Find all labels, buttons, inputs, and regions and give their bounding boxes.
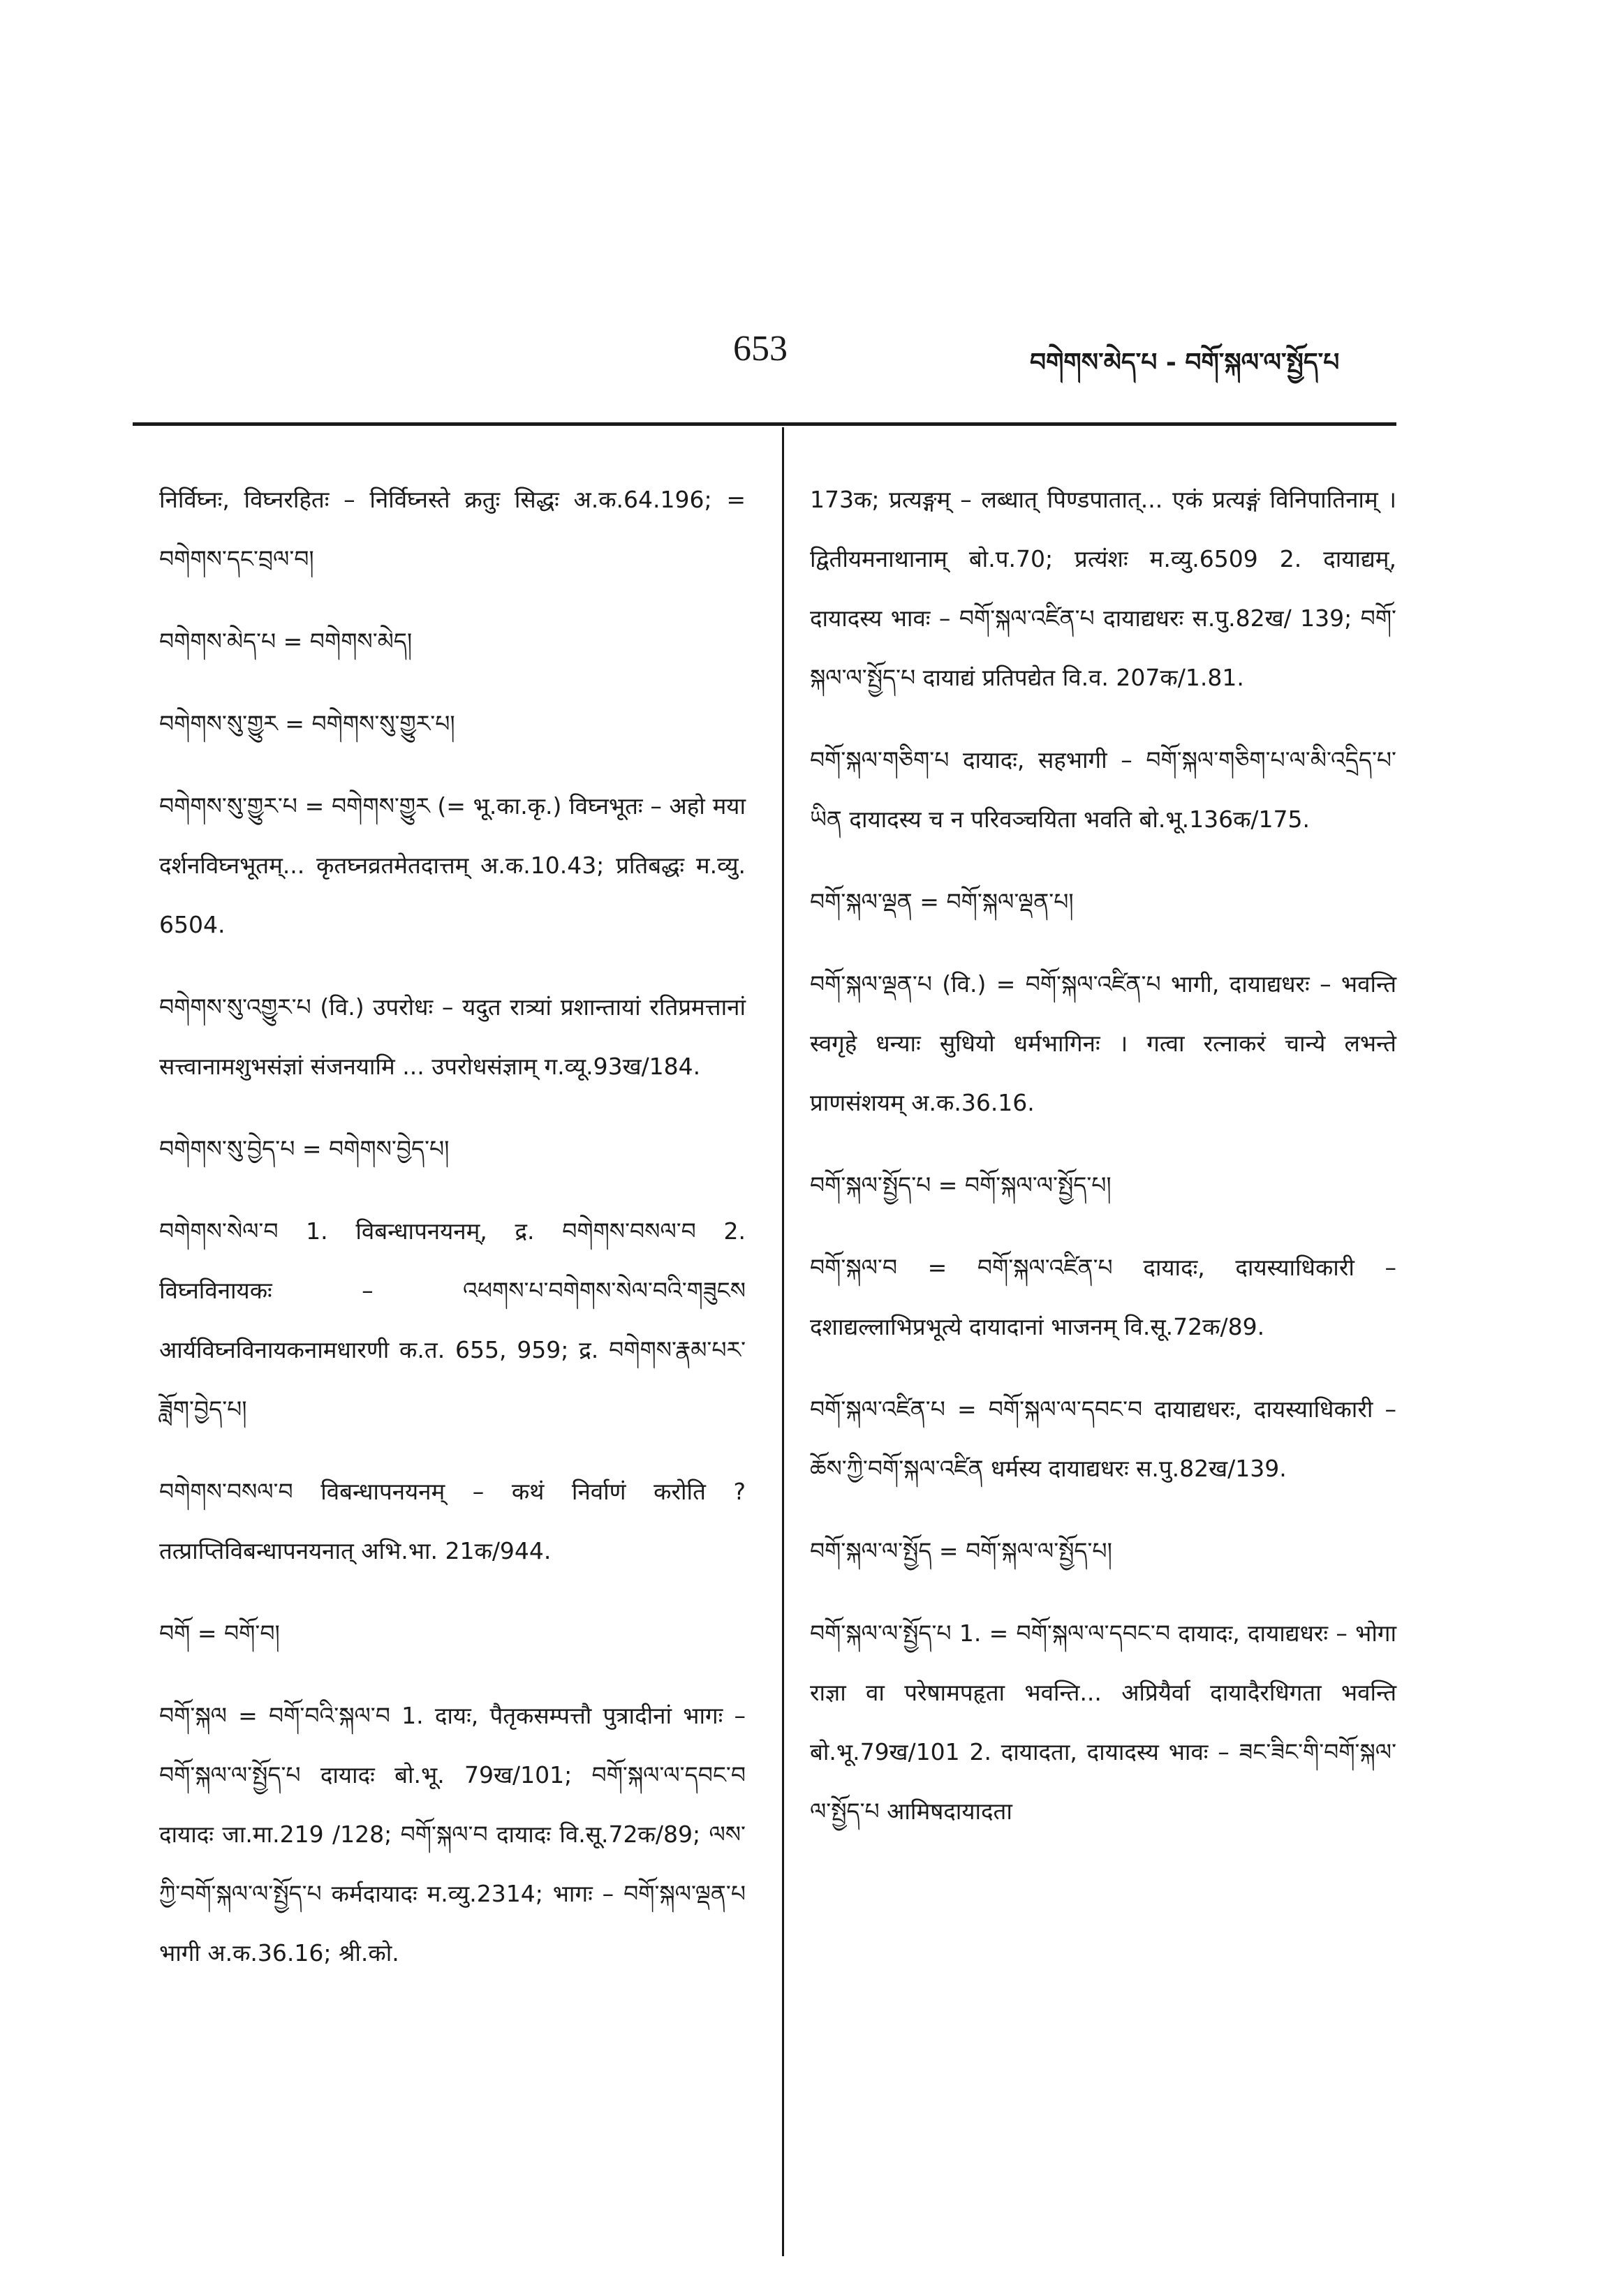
page-number: 653 xyxy=(733,329,788,369)
dictionary-entry: 173क; प्रत्यङ्गम् – लब्धात् पिण्डपातात्... एकं प्रत्यङ्गं विनिपातिनाम् । द्वितीयमनाथानाम् बो.प.70; प्रत्यंशः म.व्यु.6509 2. दायाद्यम्, दायादस्य भावः – བགོ་སྐལ་འཛིན་པ दायाद्यधरः स.पु.82ख/ 139; བགོ་སྐལ་ལ་སྤྱོད་པ दायाद्यं प्रतिपद्येत वि.व. 207क/1.81. xyxy=(810,486,1396,691)
column-divider xyxy=(782,427,784,2256)
left-column xyxy=(159,447,746,1985)
dictionary-entry: བགོ་སྐལ་བ = བགོ་སྐལ་འཛིན་པ दायादः, दायस्याधिकारी – दशाद्यल्लाभिप्रभूत्ये दायादानां भाजनम् वि.सू.72क/89. xyxy=(810,1254,1396,1340)
dictionary-entry: བགོ་སྐལ་གཅིག་པ दायादः, सहभागी – བགོ་སྐལ་གཅིག་པ་ལ་མི་འདྲིད་པ་ཡིན दायादस्य च न परिवञ्चयिता भवति बो.भू.136क/175. xyxy=(810,746,1396,833)
dictionary-entry: བགོ་སྐལ = བགོ་བའི་སྐལ་བ 1. दायः, पैतृकसम्पत्तौ पुत्रादीनां भागः – བགོ་སྐལ་ལ་སྤྱོད་པ दायादः बो.भू. 79ख/101; བགོ་སྐལ་ལ་དབང་བ दायादः जा.मा.219 /128; བགོ་སྐལ་བ दायादः वि.सू.72क/89; ལས་ཀྱི་བགོ་སྐལ་ལ་སྤྱོད་པ कर्मदायादः म.व्यु.2314; भागः – བགོ་སྐལ་ལྡན་པ भागी अ.क.36.16; श्री.को. xyxy=(159,1702,746,1967)
dictionary-entry: བགེགས་མེད་པ = བགེགས་མེད། xyxy=(159,628,413,655)
dictionary-entry: བགོ་སྐལ་ལ་སྤྱོད = བགོ་སྐལ་ལ་སྤྱོད་པ། xyxy=(810,1537,1112,1564)
dictionary-entry: བགོ = བགོ་བ། xyxy=(159,1620,280,1647)
right-column xyxy=(810,447,1396,1844)
dictionary-entry: བགོ་སྐལ་ལྡན = བགོ་སྐལ་ལྡན་པ། xyxy=(810,888,1074,915)
dictionary-entry: བགོ་སྐལ་ལ་སྤྱོད་པ 1. = བགོ་སྐལ་ལ་དབང་བ दायादः, दायाद्यधरः – भोगा राज्ञा वा परेषामपहृता भवन्ति... अप्रियैर्वा दायादैरधिगता भवन्ति बो.भू.79ख/101 2. दायादता, दायादस्य भावः – ཟང་ཟིང་གི་བགོ་སྐལ་ལ་སྤྱོད་པ आमिषदायादता xyxy=(810,1620,1396,1825)
dictionary-entry: བགེགས་སེལ་བ 1. विबन्धापनयनम्, द्र. བགེགས་བསལ་བ 2. विघ्नविनायकः – འཕགས་པ་བགེགས་སེལ་བའི་གཟུངས आर्यविघ्नविनायकनामधारणी क.त. 655, 959; द्र. བགེགས་རྣམ་པར་ཟློག་བྱེད་པ། xyxy=(159,1217,746,1423)
dictionary-entry: བགེགས་སུ་གྱུར་པ = བགེགས་གྱུར (= भू.का.कृ.) विघ्नभूतः – अहो मया दर्शनविघ्नभूतम्... कृतघ्नव्रतमेतदात्तम् अ.क.10.43; प्रतिबद्धः म.व्यु. 6504. xyxy=(159,792,746,938)
dictionary-entry: བགོ་སྐལ་ལྡན་པ (वि.) = བགོ་སྐལ་འཛིན་པ भागी, दायाद्यधरः – भवन्ति स्वगृहे धन्याः सुधियो धर्मभागिनः । गत्वा रत्नाकरं चान्ये लभन्ते प्राणसंशयम् अ.क.36.16. xyxy=(810,970,1396,1116)
dictionary-entry: བགོ་སྐལ་སྤྱོད་པ = བགོ་སྐལ་ལ་སྤྱོད་པ། xyxy=(810,1171,1112,1199)
dictionary-entry: निर्विघ्नः, विघ्नरहितः – निर्विघ्नस्ते क्रतुः सिद्धः अ.क.64.196; = བགེགས་དང་བྲལ་བ། xyxy=(159,486,746,572)
dictionary-entry: བགེགས་སུ་བྱེད་པ = བགེགས་བྱེད་པ། xyxy=(159,1135,450,1162)
dictionary-entry: བགོ་སྐལ་འཛིན་པ = བགོ་སྐལ་ལ་དབང་བ दायाद्यधरः, दायस्याधिकारी – ཆོས་ཀྱི་བགོ་སྐལ་འཛིན धर्मस्य दायाद्यधरः स.पु.82ख/139. xyxy=(810,1395,1396,1482)
header-rule xyxy=(133,422,1396,426)
dictionary-entry: བགེགས་བསལ་བ विबन्धापनयनम् – कथं निर्वाणं करोति ? तत्प्राप्तिविबन्धापनयनात् अभि.भा. 21क/944. xyxy=(159,1478,746,1564)
header-entry-range: བགེགས་མེད་པ - བགོ་སྐལ་ལ་སྤྱོད་པ xyxy=(1030,348,1340,377)
dictionary-entry: བགེགས་སུ་གྱུར = བགེགས་སུ་གྱུར་པ། xyxy=(159,710,455,737)
dictionary-entry: བགེགས་སུ་འགྱུར་པ (वि.) उपरोधः – यदुत रात्र्यां प्रशान्तायां रतिप्रमत्तानां सत्त्वानामशुभसंज्ञां संजनयामि ... उपरोधसंज्ञाम् ग.व्यू.93ख/184. xyxy=(159,993,746,1080)
